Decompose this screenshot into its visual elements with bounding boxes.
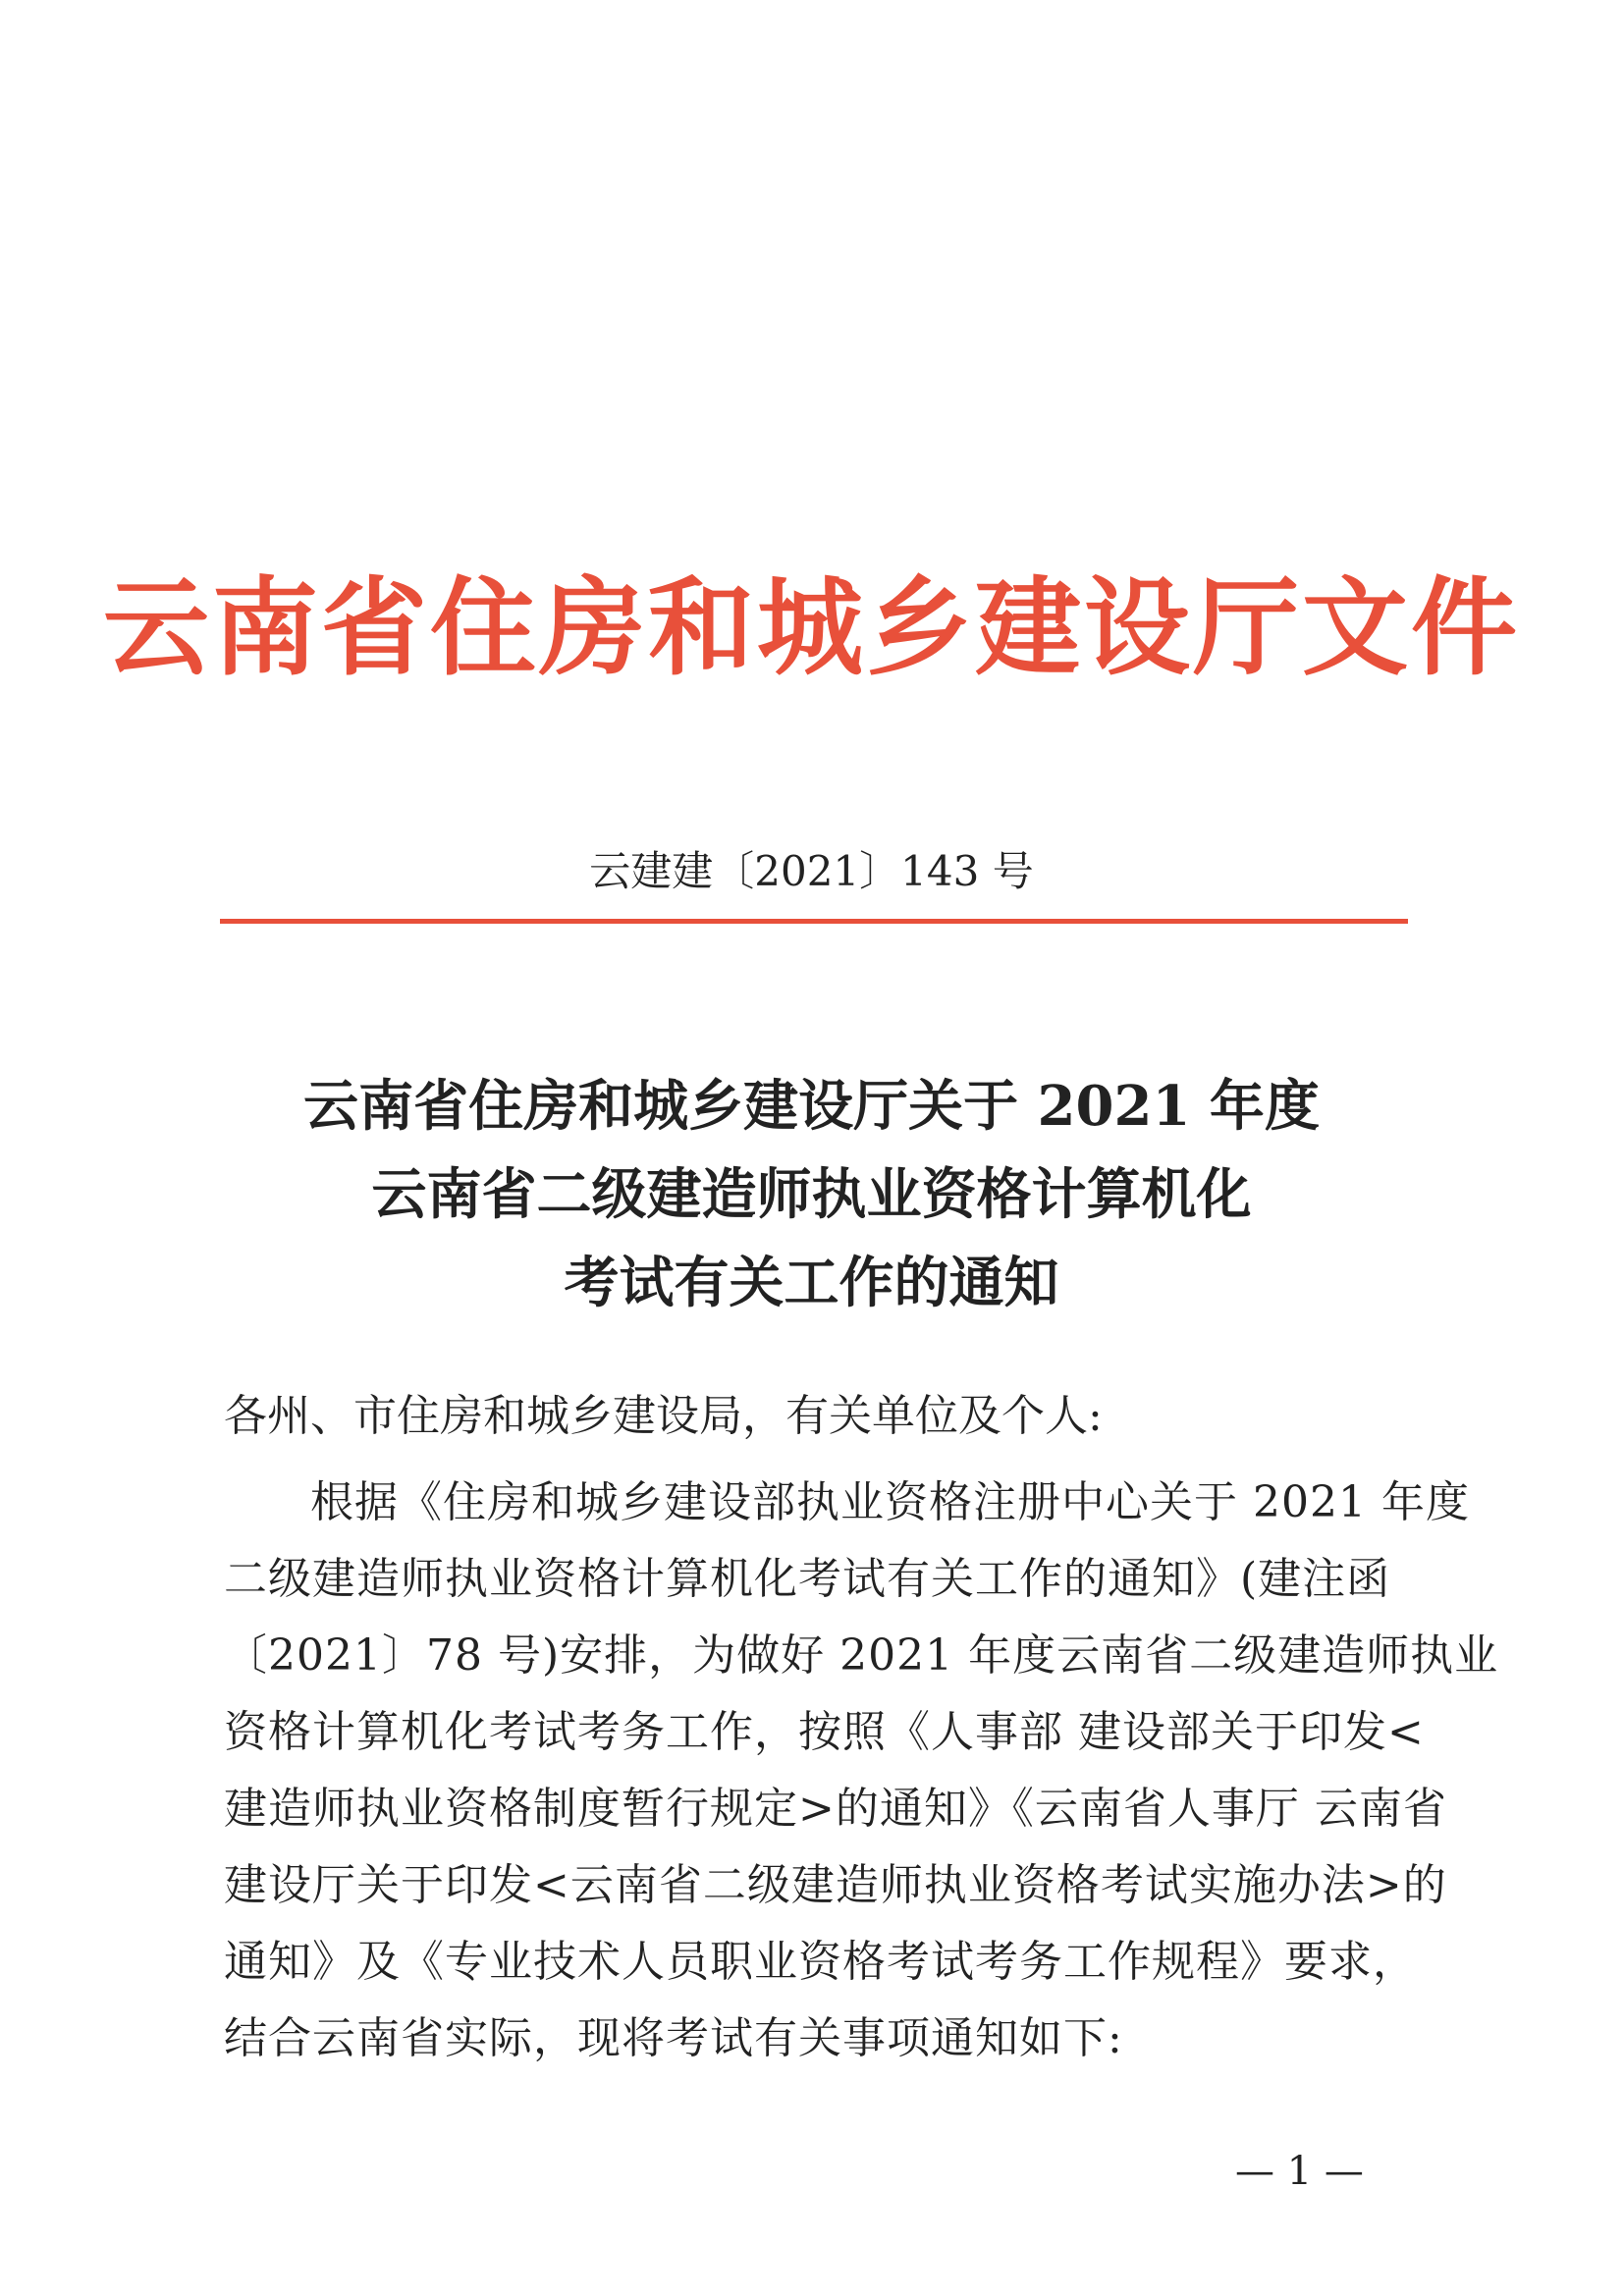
red-divider-rule [220, 919, 1408, 924]
body-line: 根据《住房和城乡建设部执业资格注册中心关于 2021 年度 [310, 1477, 1470, 1527]
body-line: 建设厅关于印发<云南省二级建造师执业资格考试实施办法>的 [224, 1860, 1447, 1910]
issuing-authority-header: 云南省住房和城乡建设厅文件 [102, 566, 1520, 690]
body-line: 通知》及《专业技术人员职业资格考试考务工作规程》要求， [224, 1937, 1417, 1987]
page-number: — 1 — [1235, 2149, 1364, 2194]
addressee-line: 各州、市住房和城乡建设局，有关单位及个人: [224, 1391, 1103, 1441]
body-line: 二级建造师执业资格计算机化考试有关工作的通知》(建注函 [224, 1554, 1391, 1604]
body-paragraph [224, 1465, 1499, 2077]
subject-line: 考试有关工作的通知 [564, 1251, 1059, 1315]
body-line: 〔2021〕78 号)安排，为做好 2021 年度云南省二级建造师执业 [224, 1630, 1499, 1681]
subject-line: 云南省住房和城乡建设厅关于 2021 年度 [303, 1074, 1320, 1139]
body-line: 建造师执业资格制度暂行规定>的通知》《云南省人事厅 云南省 [224, 1784, 1447, 1834]
body-line: 资格计算机化考试考务工作，按照《人事部 建设部关于印发< [224, 1707, 1425, 1757]
document-subject [0, 1062, 1623, 1327]
body-line: 结合云南省实际，现将考试有关事项通知如下: [224, 2013, 1123, 2063]
subject-line: 云南省二级建造师执业资格计算机化 [371, 1162, 1252, 1227]
document-number: 云建建〔2021〕143 号 [589, 847, 1034, 895]
